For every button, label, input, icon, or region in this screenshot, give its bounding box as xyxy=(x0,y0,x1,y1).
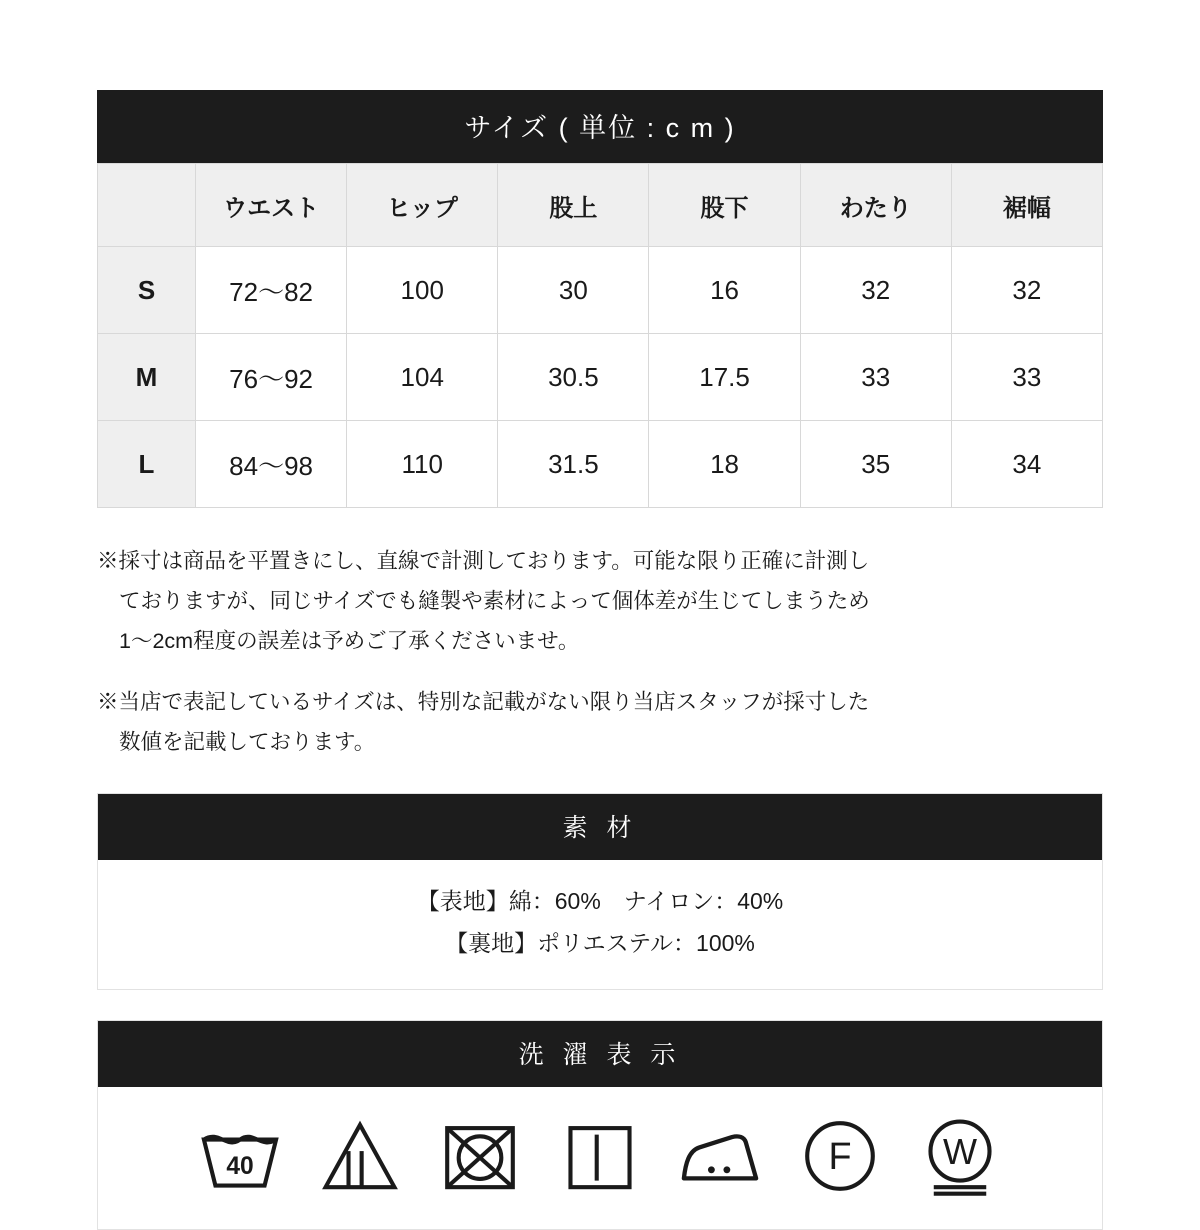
care-section xyxy=(97,1020,1103,1230)
cell-m-thigh: 33 xyxy=(800,334,951,421)
row-label-m: M xyxy=(98,334,196,421)
cell-s-inseam: 16 xyxy=(649,247,800,334)
table-row xyxy=(98,421,1103,508)
note-line: 1〜2cm程度の誤差は予めご了承くださいませ。 xyxy=(119,628,580,653)
note-measurement xyxy=(97,542,1103,661)
material-header: 素 材 xyxy=(98,794,1102,860)
dryclean-f-icon xyxy=(797,1113,883,1199)
note-staff-measured xyxy=(97,683,1103,763)
row-label-l: L xyxy=(98,421,196,508)
size-table-head xyxy=(98,164,1103,247)
content-container xyxy=(97,90,1103,1230)
cell-s-thigh: 32 xyxy=(800,247,951,334)
column-header-waist: ウエスト xyxy=(196,164,347,247)
column-header-thigh: わたり xyxy=(800,164,951,247)
iron-low-icon xyxy=(677,1113,763,1199)
cell-s-hem: 32 xyxy=(951,247,1102,334)
cell-s-rise: 30 xyxy=(498,247,649,334)
size-table-body xyxy=(98,247,1103,508)
cell-l-waist: 84〜98 xyxy=(196,421,347,508)
column-header-hem: 裾幅 xyxy=(951,164,1102,247)
size-table-header: サイズ ( 単位 : c m ) xyxy=(97,90,1103,163)
table-row xyxy=(98,334,1103,421)
cell-m-hip: 104 xyxy=(347,334,498,421)
note-line: ※当店で表記しているサイズは、特別な記載がない限り当店スタッフが採寸した xyxy=(97,690,870,715)
material-line-lining: 【裏地】ポリエステル：100% xyxy=(445,930,755,957)
wetclean-letter: W xyxy=(942,1131,978,1173)
wetclean-w-icon xyxy=(917,1113,1003,1199)
table-corner-cell xyxy=(98,164,196,247)
note-line: 数値を記載しております。 xyxy=(119,730,376,755)
cell-m-inseam: 17.5 xyxy=(649,334,800,421)
size-table xyxy=(97,163,1103,508)
dryclean-letter: F xyxy=(828,1135,852,1178)
material-line-outer: 【表地】綿：60% ナイロン：40% xyxy=(416,887,784,914)
table-row xyxy=(98,247,1103,334)
drip-dry-line-icon xyxy=(557,1113,643,1199)
cell-s-waist: 72〜82 xyxy=(196,247,347,334)
cell-l-thigh: 35 xyxy=(800,421,951,508)
wash-temp-label: 40 xyxy=(226,1152,254,1180)
note-line: ※採寸は商品を平置きにし、直線で計測しております。可能な限り正確に計測し xyxy=(97,549,870,573)
column-header-hip: ヒップ xyxy=(347,164,498,247)
cell-s-hip: 100 xyxy=(347,247,498,334)
cell-m-rise: 30.5 xyxy=(498,334,649,421)
column-header-inseam: 股下 xyxy=(649,164,800,247)
cell-l-hip: 110 xyxy=(347,421,498,508)
cell-l-rise: 31.5 xyxy=(498,421,649,508)
care-header: 洗 濯 表 示 xyxy=(98,1021,1102,1087)
material-body xyxy=(98,860,1102,989)
notes-section xyxy=(97,542,1103,763)
no-tumble-dry-icon xyxy=(437,1113,523,1199)
table-header-row xyxy=(98,164,1103,247)
care-icons-row xyxy=(98,1087,1102,1229)
cell-l-hem: 34 xyxy=(951,421,1102,508)
cell-m-hem: 33 xyxy=(951,334,1102,421)
no-bleach-icon xyxy=(317,1113,403,1199)
cell-l-inseam: 18 xyxy=(649,421,800,508)
row-label-s: S xyxy=(98,247,196,334)
note-line: ておりますが、同じサイズでも縫製や素材によって個体差が生じてしまうため xyxy=(119,588,870,613)
wash-40-icon xyxy=(197,1113,283,1199)
size-section xyxy=(97,90,1103,508)
column-header-rise: 股上 xyxy=(498,164,649,247)
material-section xyxy=(97,793,1103,990)
cell-m-waist: 76〜92 xyxy=(196,334,347,421)
